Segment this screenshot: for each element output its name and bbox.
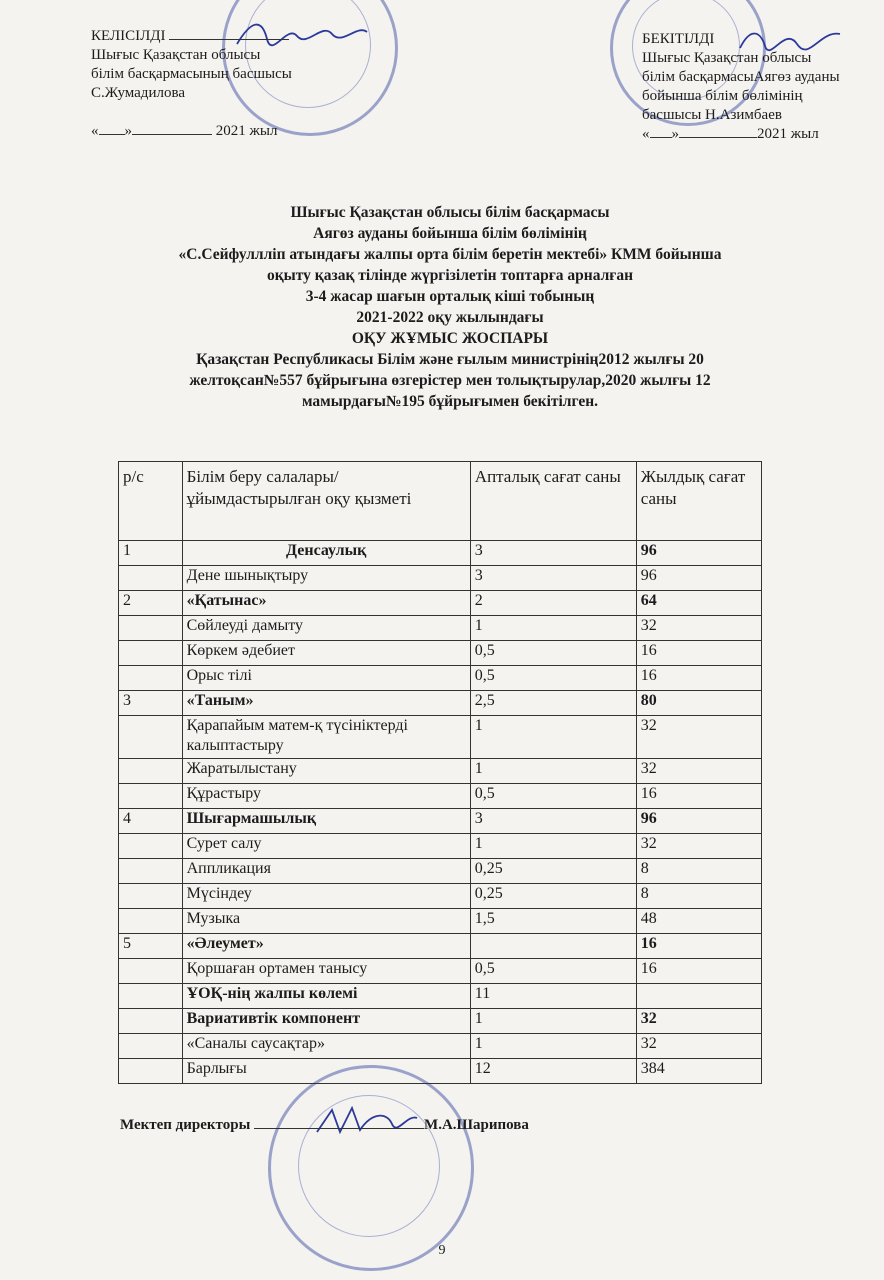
subject-name-cell: «Саналы саусақтар»: [182, 1034, 470, 1059]
row-number-cell: [119, 566, 183, 591]
title-line: 3-4 жасар шағын орталық кіші тобының: [305, 288, 595, 305]
row-number-cell: [119, 859, 183, 884]
weekly-hours-cell: 0,5: [470, 666, 636, 691]
subject-name-cell: Көркем әдебиет: [182, 641, 470, 666]
subject-name-cell: Шығармашылық: [182, 809, 470, 834]
row-number-cell: [119, 759, 183, 784]
table-row: [119, 884, 762, 909]
yearly-hours-cell: 16: [636, 959, 761, 984]
weekly-hours-cell: 0,25: [470, 884, 636, 909]
table-row: [119, 959, 762, 984]
title-line: Қазақстан Республикасы Білім және ғылым министрінің2012 жылғы 20: [196, 351, 704, 368]
weekly-hours-cell: 1: [470, 1009, 636, 1034]
row-number-cell: 1: [119, 541, 183, 566]
table-row: [119, 759, 762, 784]
subject-name-cell: Мүсіндеу: [182, 884, 470, 909]
title-line: «С.Сейфуллліп атындағы жалпы орта білім беретін мектебі» КММ бойынша: [178, 246, 722, 263]
row-number-cell: 4: [119, 809, 183, 834]
yearly-hours-cell: 96: [636, 566, 761, 591]
weekly-hours-cell: 0,25: [470, 859, 636, 884]
yearly-hours-cell: 32: [636, 716, 761, 759]
yearly-hours-cell: 384: [636, 1059, 761, 1084]
subject-name-cell: Қоршаған ортамен танысу: [182, 959, 470, 984]
row-number-cell: [119, 834, 183, 859]
table-row: [119, 859, 762, 884]
table-row: [119, 666, 762, 691]
table-header-row: [119, 462, 762, 541]
subject-name-cell: Қарапайым матем-қ түсініктерді калыптастыру: [182, 716, 470, 759]
signature-line: [169, 39, 289, 40]
approval-left-line4: С.Жумадилова: [91, 85, 185, 101]
table-row: [119, 834, 762, 859]
yearly-hours-cell: 16: [636, 666, 761, 691]
approval-left-block: [91, 27, 292, 141]
row-number-cell: [119, 1009, 183, 1034]
yearly-hours-cell: 8: [636, 884, 761, 909]
weekly-hours-cell: 1,5: [470, 909, 636, 934]
yearly-hours-cell: 48: [636, 909, 761, 934]
row-number-cell: [119, 909, 183, 934]
yearly-hours-cell: 80: [636, 691, 761, 716]
title-line: оқыту қазақ тілінде жүргізілетін топтарға арналған: [266, 267, 634, 284]
table-row: [119, 616, 762, 641]
yearly-hours-cell: 96: [636, 809, 761, 834]
yearly-hours-cell: [636, 984, 761, 1009]
table-row: [119, 984, 762, 1009]
yearly-hours-cell: 16: [636, 934, 761, 959]
header-cell: Апталық сағат саны: [470, 462, 636, 541]
table-row: [119, 909, 762, 934]
approval-left-line3: білім басқармасының басшысы: [91, 66, 292, 82]
table-row: [119, 784, 762, 809]
weekly-hours-cell: 0,5: [470, 641, 636, 666]
weekly-hours-cell: 0,5: [470, 959, 636, 984]
row-number-cell: [119, 616, 183, 641]
header-cell: р/с: [119, 462, 183, 541]
approval-right-line5: басшысы Н.Азимбаев: [642, 107, 782, 123]
subject-name-cell: «Әлеумет»: [182, 934, 470, 959]
weekly-hours-cell: 2,5: [470, 691, 636, 716]
subject-name-cell: Вариативтік компонент: [182, 1009, 470, 1034]
approval-left-date: « » 2021 жыл: [91, 123, 278, 139]
weekly-hours-cell: 3: [470, 541, 636, 566]
table-row: [119, 566, 762, 591]
table-row: [119, 716, 762, 759]
title-line: Аягөз ауданы бойынша білім бөлімінің: [313, 225, 587, 242]
weekly-hours-cell: 1: [470, 616, 636, 641]
weekly-hours-cell: 3: [470, 809, 636, 834]
subject-name-cell: ҰОҚ-нің жалпы көлемі: [182, 984, 470, 1009]
weekly-hours-cell: 1: [470, 759, 636, 784]
title-line: 2021-2022 оқу жылындағы: [356, 309, 544, 326]
subject-name-cell: Денсаулық: [182, 541, 470, 566]
yearly-hours-cell: 32: [636, 834, 761, 859]
table-row: [119, 1059, 762, 1084]
title-line: мамырдағы№195 бұйрығымен бекітілген.: [301, 393, 599, 410]
subject-name-cell: Барлығы: [182, 1059, 470, 1084]
row-number-cell: [119, 984, 183, 1009]
yearly-hours-cell: 32: [636, 759, 761, 784]
approval-right-line3: білім басқармасыАягөз ауданы: [642, 69, 840, 85]
approval-right-date: « » 2021 жыл: [642, 126, 819, 142]
subject-name-cell: Музыка: [182, 909, 470, 934]
director-label: Мектеп директоры: [120, 1117, 251, 1133]
row-number-cell: [119, 1034, 183, 1059]
director-signature-line: [120, 1117, 529, 1134]
table-row: [119, 809, 762, 834]
row-number-cell: 5: [119, 934, 183, 959]
subject-name-cell: Аппликация: [182, 859, 470, 884]
row-number-cell: [119, 784, 183, 809]
row-number-cell: [119, 641, 183, 666]
subject-name-cell: Орыс тілі: [182, 666, 470, 691]
header-cell: Білім беру салалары/ұйымдастырылған оқу қызметі: [182, 462, 470, 541]
signature-line: [254, 1128, 424, 1129]
page-number: 9: [438, 1243, 446, 1258]
approval-left-label: КЕЛІСІЛДІ: [91, 28, 166, 44]
weekly-hours-cell: 1: [470, 1034, 636, 1059]
row-number-cell: [119, 1059, 183, 1084]
table-row: [119, 1009, 762, 1034]
yearly-hours-cell: 16: [636, 784, 761, 809]
weekly-hours-cell: 11: [470, 984, 636, 1009]
table-row: [119, 641, 762, 666]
weekly-hours-cell: 3: [470, 566, 636, 591]
approval-right-line4: бойынша білім бөлімінің: [642, 88, 803, 104]
row-number-cell: [119, 716, 183, 759]
subject-name-cell: Құрастыру: [182, 784, 470, 809]
table-row: [119, 691, 762, 716]
weekly-hours-cell: 1: [470, 834, 636, 859]
row-number-cell: [119, 884, 183, 909]
row-number-cell: 2: [119, 591, 183, 616]
subject-name-cell: «Қатынас»: [182, 591, 470, 616]
approval-right-line2: Шығыс Қазақстан облысы: [642, 50, 812, 66]
yearly-hours-cell: 16: [636, 641, 761, 666]
weekly-hours-cell: 12: [470, 1059, 636, 1084]
weekly-hours-cell: [470, 934, 636, 959]
approval-right-block: [642, 30, 840, 144]
approval-left-line2: Шығыс Қазақстан облысы: [91, 47, 261, 63]
table-row: [119, 1034, 762, 1059]
table-row: [119, 934, 762, 959]
yearly-hours-cell: 64: [636, 591, 761, 616]
approval-right-label: БЕКІТІЛДІ: [642, 31, 715, 47]
yearly-hours-cell: 32: [636, 616, 761, 641]
curriculum-table: [118, 461, 762, 1084]
yearly-hours-cell: 8: [636, 859, 761, 884]
table-row: [119, 541, 762, 566]
weekly-hours-cell: 2: [470, 591, 636, 616]
subject-name-cell: «Таным»: [182, 691, 470, 716]
yearly-hours-cell: 32: [636, 1034, 761, 1059]
title-line: ОҚУ ЖҰМЫС ЖОСПАРЫ: [351, 330, 549, 347]
director-name: М.А.Шарипова: [424, 1117, 529, 1133]
subject-name-cell: Сурет салу: [182, 834, 470, 859]
document-title: [120, 202, 780, 412]
header-cell: Жылдық сағат саны: [636, 462, 761, 541]
row-number-cell: [119, 959, 183, 984]
row-number-cell: 3: [119, 691, 183, 716]
row-number-cell: [119, 666, 183, 691]
yearly-hours-cell: 32: [636, 1009, 761, 1034]
title-line: желтоқсан№557 бұйрығына өзгерістер мен толықтырулар,2020 жылғы 12: [189, 372, 711, 389]
subject-name-cell: Дене шынықтыру: [182, 566, 470, 591]
yearly-hours-cell: 96: [636, 541, 761, 566]
table-row: [119, 591, 762, 616]
subject-name-cell: Жаратылыстану: [182, 759, 470, 784]
weekly-hours-cell: 0,5: [470, 784, 636, 809]
weekly-hours-cell: 1: [470, 716, 636, 759]
title-line: Шығыс Қазақстан облысы білім басқармасы: [290, 204, 610, 221]
subject-name-cell: Сөйлеуді дамыту: [182, 616, 470, 641]
